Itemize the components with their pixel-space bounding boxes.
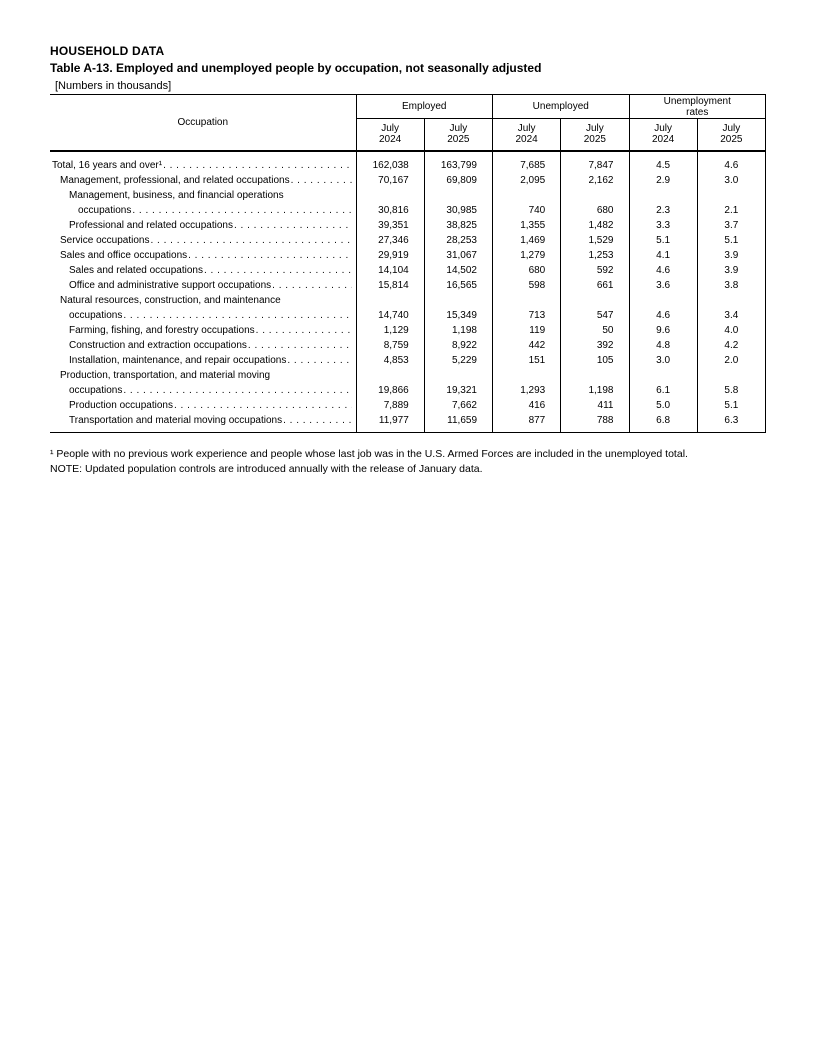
- period-header-cell: [424, 119, 492, 151]
- section-heading: HOUSEHOLD DATA: [50, 44, 165, 58]
- footnote-1: ¹ People with no previous work experience and people whose last job was in the U.S. Armed Forces are included in the unemployed total.: [50, 447, 688, 460]
- value-cell: 713: [493, 293, 561, 323]
- period-header-cell: [697, 119, 765, 151]
- value-cell: 6.8: [629, 413, 697, 433]
- group-header-unemployed: [493, 95, 630, 119]
- table-row: [50, 173, 766, 188]
- value-cell: 15,349: [424, 293, 492, 323]
- occupation-label: Transportation and material moving occupations: [69, 414, 283, 426]
- dot-leader: [123, 308, 351, 323]
- value-cell: 3.9: [697, 248, 765, 263]
- occupation-label: Sales and related occupations: [69, 264, 203, 276]
- dot-leader: [123, 383, 351, 398]
- value-cell: 3.6: [629, 278, 697, 293]
- period-header-cell: [561, 119, 629, 151]
- table-row: [50, 278, 766, 293]
- value-cell: 1,253: [561, 248, 629, 263]
- value-cell: 4.0: [697, 323, 765, 338]
- occupation-label: Production occupations: [69, 399, 173, 411]
- value-cell: 151: [493, 353, 561, 368]
- value-cell: 4,853: [356, 353, 424, 368]
- value-cell: 877: [493, 413, 561, 433]
- value-cell: 29,919: [356, 248, 424, 263]
- occupation-label: Management, professional, and related occupations: [60, 174, 290, 186]
- value-cell: 11,659: [424, 413, 492, 433]
- value-cell: 14,502: [424, 263, 492, 278]
- value-cell: 1,529: [561, 233, 629, 248]
- value-cell: 39,351: [356, 218, 424, 233]
- value-cell: 661: [561, 278, 629, 293]
- value-cell: 5.1: [697, 398, 765, 413]
- value-cell: 4.6: [629, 293, 697, 323]
- period-header-cell: [356, 119, 424, 151]
- units-note: [Numbers in thousands]: [55, 80, 172, 92]
- value-cell: 162,038: [356, 151, 424, 173]
- dot-leader: [132, 203, 351, 218]
- value-cell: 5.1: [629, 233, 697, 248]
- value-cell: 5.1: [697, 233, 765, 248]
- value-cell: 3.8: [697, 278, 765, 293]
- occupation-label-cell: [50, 263, 356, 278]
- period-year: 2024: [379, 134, 402, 146]
- occupation-label-line1: Production, transportation, and material moving: [60, 369, 271, 381]
- value-cell: 50: [561, 323, 629, 338]
- occupation-label-cell: [50, 293, 356, 323]
- dot-leader: [204, 263, 352, 278]
- occupation-label-cell: [50, 151, 356, 173]
- value-cell: 8,759: [356, 338, 424, 353]
- occupation-label-cell: [50, 398, 356, 413]
- occupation-label-line1: Management, business, and financial operations: [69, 189, 284, 201]
- value-cell: 3.0: [629, 353, 697, 368]
- value-cell: 1,355: [493, 218, 561, 233]
- table-row: [50, 323, 766, 338]
- group-header-employed-label: Employed: [402, 101, 447, 112]
- value-cell: 4.6: [697, 151, 765, 173]
- period-year: 2025: [720, 134, 743, 146]
- occupation-label-cell: [50, 338, 356, 353]
- period-month: July: [449, 123, 468, 135]
- occupation-label: Service occupations: [60, 234, 150, 246]
- value-cell: 740: [493, 188, 561, 218]
- group-header-unemployed-label: Unemployed: [532, 101, 589, 112]
- dot-leader: [188, 248, 351, 263]
- occupation-label: occupations: [69, 384, 123, 396]
- occupation-label: occupations: [69, 309, 123, 321]
- value-cell: 19,321: [424, 368, 492, 398]
- period-month: July: [654, 123, 673, 135]
- value-cell: 4.6: [629, 263, 697, 278]
- period-month: July: [381, 123, 400, 135]
- period-header-cell: [629, 119, 697, 151]
- period-month: July: [585, 123, 604, 135]
- value-cell: 5.0: [629, 398, 697, 413]
- value-cell: 3.7: [697, 218, 765, 233]
- value-cell: 6.1: [629, 368, 697, 398]
- occupation-label-cell: [50, 368, 356, 398]
- value-cell: 4.5: [629, 151, 697, 173]
- value-cell: 6.3: [697, 413, 765, 433]
- occupation-label-cell: [50, 218, 356, 233]
- period-header-cell: [493, 119, 561, 151]
- occupation-label-cell: [50, 278, 356, 293]
- value-cell: 2.9: [629, 173, 697, 188]
- dot-leader: [287, 353, 351, 368]
- value-cell: 27,346: [356, 233, 424, 248]
- table-row: [50, 398, 766, 413]
- dot-leader: [163, 158, 351, 173]
- value-cell: 1,469: [493, 233, 561, 248]
- dot-leader: [174, 398, 352, 413]
- value-cell: 680: [493, 263, 561, 278]
- value-cell: 70,167: [356, 173, 424, 188]
- occupation-label-line1: Natural resources, construction, and maintenance: [60, 294, 281, 306]
- value-cell: 8,922: [424, 338, 492, 353]
- table-row: [50, 413, 766, 433]
- value-cell: 1,279: [493, 248, 561, 263]
- table-title: Table A-13. Employed and unemployed people by occupation, not seasonally adjusted: [50, 61, 542, 75]
- value-cell: 4.8: [629, 338, 697, 353]
- period-year: 2024: [515, 134, 538, 146]
- value-cell: 547: [561, 293, 629, 323]
- dot-leader: [272, 278, 351, 293]
- period-year: 2025: [583, 134, 606, 146]
- table-row: [50, 263, 766, 278]
- dot-leader: [291, 173, 352, 188]
- value-cell: 16,565: [424, 278, 492, 293]
- value-cell: 442: [493, 338, 561, 353]
- table-row: [50, 248, 766, 263]
- value-cell: 2,162: [561, 173, 629, 188]
- value-cell: 30,816: [356, 188, 424, 218]
- table-row: [50, 218, 766, 233]
- table-row: [50, 338, 766, 353]
- value-cell: 5.8: [697, 368, 765, 398]
- group-header-unemployment-rates: [629, 95, 766, 119]
- dot-leader: [248, 338, 352, 353]
- dot-leader: [256, 323, 352, 338]
- value-cell: 11,977: [356, 413, 424, 433]
- value-cell: 2.3: [629, 188, 697, 218]
- document-page: [0, 0, 816, 476]
- value-cell: 416: [493, 398, 561, 413]
- value-cell: 19,866: [356, 368, 424, 398]
- value-cell: 1,198: [561, 368, 629, 398]
- value-cell: 3.0: [697, 173, 765, 188]
- value-cell: 598: [493, 278, 561, 293]
- note-line: NOTE: Updated population controls are introduced annually with the release of January data.: [50, 462, 483, 475]
- value-cell: 1,482: [561, 218, 629, 233]
- occupation-label-cell: [50, 413, 356, 433]
- table-row: [50, 151, 766, 173]
- value-cell: 411: [561, 398, 629, 413]
- occupation-label-cell: [50, 173, 356, 188]
- occupation-table: [50, 94, 766, 433]
- value-cell: 4.2: [697, 338, 765, 353]
- group-header-employed: [356, 95, 493, 119]
- period-year: 2025: [447, 134, 470, 146]
- occupation-label-cell: [50, 353, 356, 368]
- value-cell: 7,685: [493, 151, 561, 173]
- value-cell: 788: [561, 413, 629, 433]
- value-cell: 1,293: [493, 368, 561, 398]
- value-cell: 163,799: [424, 151, 492, 173]
- group-header-unemployment-rates-label: Unemployment rates: [663, 95, 731, 118]
- table-row: [50, 188, 766, 218]
- value-cell: 28,253: [424, 233, 492, 248]
- value-cell: 14,104: [356, 263, 424, 278]
- value-cell: 7,847: [561, 151, 629, 173]
- dot-leader: [283, 413, 351, 428]
- value-cell: 592: [561, 263, 629, 278]
- occupation-label-cell: [50, 248, 356, 263]
- value-cell: 3.9: [697, 263, 765, 278]
- value-cell: 105: [561, 353, 629, 368]
- value-cell: 5,229: [424, 353, 492, 368]
- occupation-label: Office and administrative support occupations: [69, 279, 272, 291]
- occupation-label: Total, 16 years and over¹: [52, 159, 163, 171]
- occupation-table-body: [50, 151, 766, 433]
- value-cell: 30,985: [424, 188, 492, 218]
- period-year: 2024: [652, 134, 675, 146]
- occupation-label: Installation, maintenance, and repair occupations: [69, 354, 287, 366]
- value-cell: 3.3: [629, 218, 697, 233]
- dot-leader: [151, 233, 352, 248]
- value-cell: 7,662: [424, 398, 492, 413]
- table-row: [50, 368, 766, 398]
- table-row: [50, 293, 766, 323]
- period-month: July: [722, 123, 741, 135]
- group-header-row: [50, 95, 766, 119]
- occupation-label-cell: [50, 233, 356, 248]
- value-cell: 1,198: [424, 323, 492, 338]
- value-cell: 14,740: [356, 293, 424, 323]
- value-cell: 119: [493, 323, 561, 338]
- value-cell: 1,129: [356, 323, 424, 338]
- occupation-label: Construction and extraction occupations: [69, 339, 247, 351]
- occupation-label: Sales and office occupations: [60, 249, 188, 261]
- period-month: July: [517, 123, 536, 135]
- value-cell: 2,095: [493, 173, 561, 188]
- occupation-label: Farming, fishing, and forestry occupations: [69, 324, 255, 336]
- occupation-label: occupations: [78, 204, 132, 216]
- dot-leader: [234, 218, 352, 233]
- value-cell: 2.0: [697, 353, 765, 368]
- occupation-label-cell: [50, 323, 356, 338]
- value-cell: 7,889: [356, 398, 424, 413]
- occupation-label: Professional and related occupations: [69, 219, 233, 231]
- table-row: [50, 233, 766, 248]
- value-cell: 680: [561, 188, 629, 218]
- value-cell: 38,825: [424, 218, 492, 233]
- value-cell: 4.1: [629, 248, 697, 263]
- value-cell: 31,067: [424, 248, 492, 263]
- value-cell: 9.6: [629, 323, 697, 338]
- occupation-column-header: Occupation: [50, 95, 356, 151]
- value-cell: 2.1: [697, 188, 765, 218]
- value-cell: 3.4: [697, 293, 765, 323]
- value-cell: 69,809: [424, 173, 492, 188]
- occupation-label-cell: [50, 188, 356, 218]
- value-cell: 15,814: [356, 278, 424, 293]
- table-header: [50, 95, 766, 151]
- table-row: [50, 353, 766, 368]
- value-cell: 392: [561, 338, 629, 353]
